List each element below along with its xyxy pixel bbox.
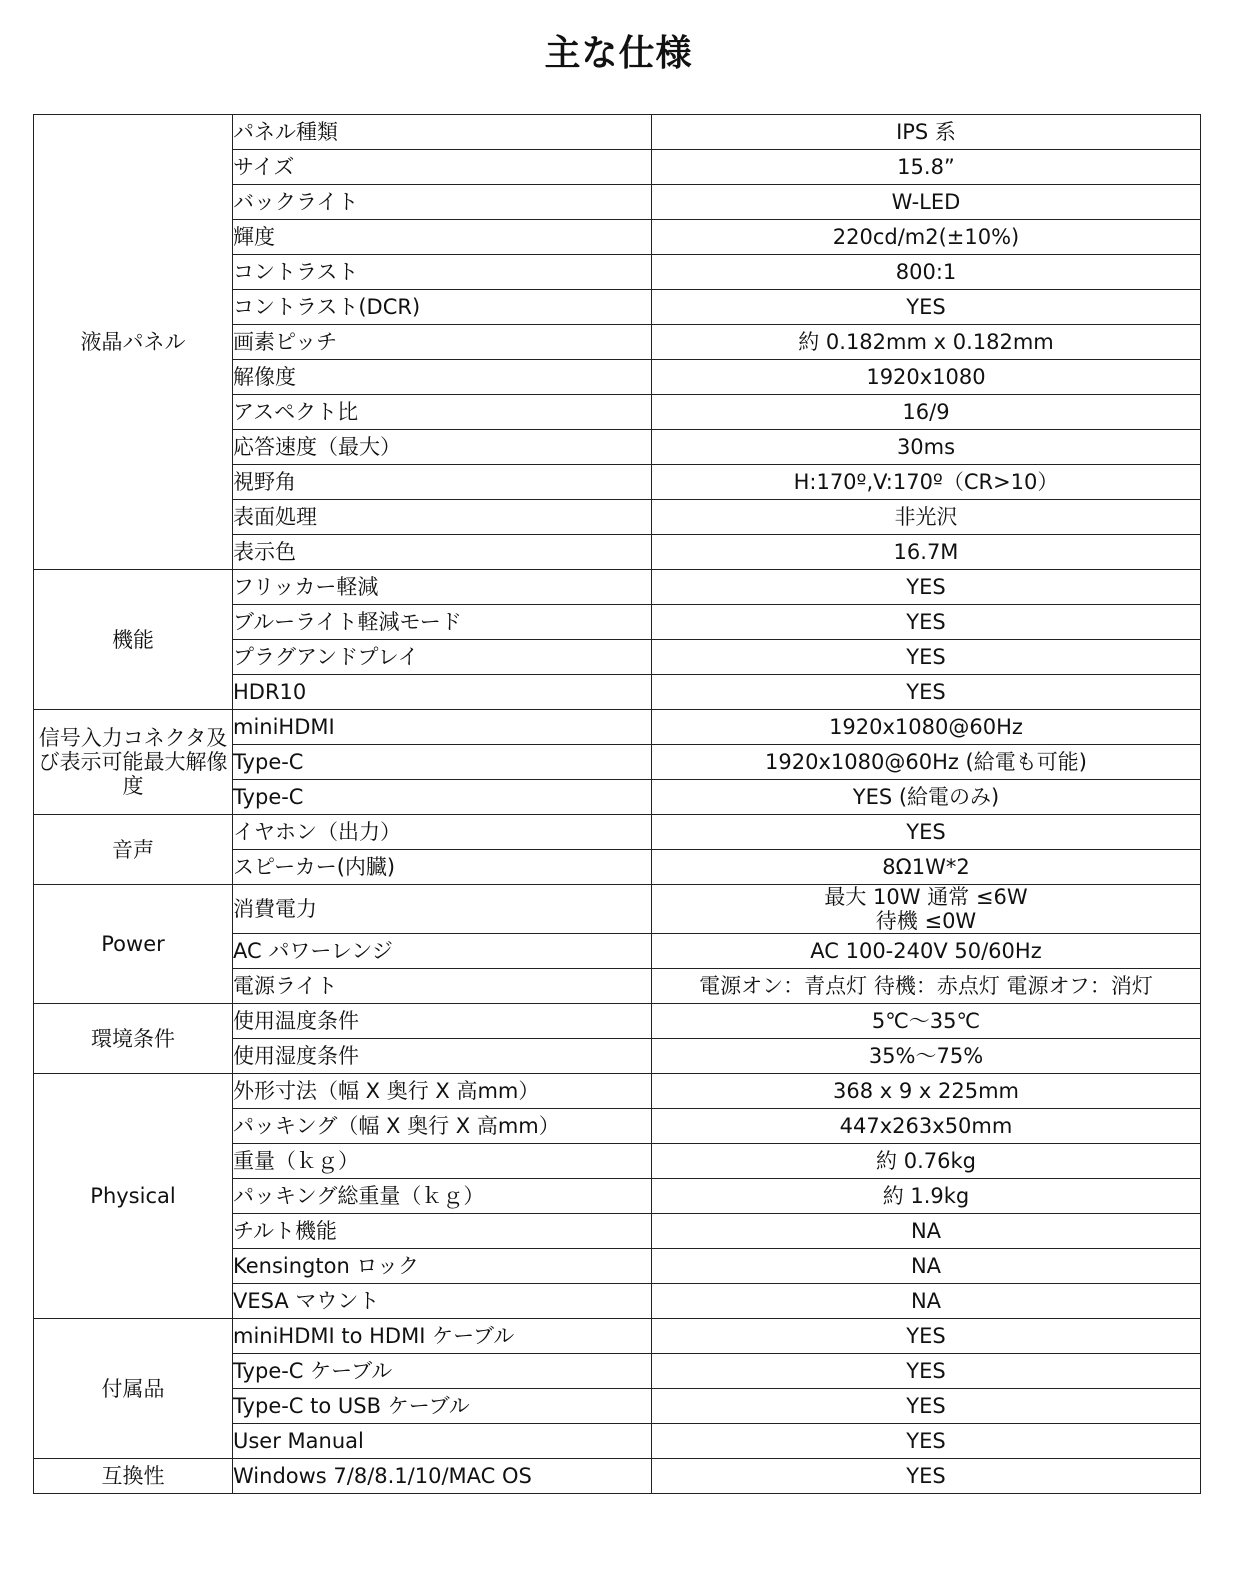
spec-value: 5℃～35℃ bbox=[652, 1004, 1201, 1039]
spec-value: NA bbox=[652, 1284, 1201, 1319]
spec-value: 800:1 bbox=[652, 255, 1201, 290]
spec-label: 視野角 bbox=[233, 465, 652, 500]
spec-label: コントラスト bbox=[233, 255, 652, 290]
spec-value: NA bbox=[652, 1249, 1201, 1284]
spec-value: YES bbox=[652, 1459, 1201, 1494]
spec-value: YES bbox=[652, 290, 1201, 325]
spec-label: サイズ bbox=[233, 150, 652, 185]
spec-label: miniHDMI bbox=[233, 710, 652, 745]
spec-label: Windows 7/8/8.1/10/MAC OS bbox=[233, 1459, 652, 1494]
spec-value: H:170º,V:170º（CR>10） bbox=[652, 465, 1201, 500]
group-label: Power bbox=[34, 885, 233, 1004]
spec-value: 1920x1080 bbox=[652, 360, 1201, 395]
group-label: 機能 bbox=[34, 570, 233, 710]
spec-table-body bbox=[34, 115, 1201, 1494]
spec-value: YES bbox=[652, 815, 1201, 850]
spec-label: イヤホン（出力） bbox=[233, 815, 652, 850]
spec-label: パッキング総重量（ｋｇ） bbox=[233, 1179, 652, 1214]
spec-label: チルト機能 bbox=[233, 1214, 652, 1249]
spec-value: W-LED bbox=[652, 185, 1201, 220]
spec-value: YES bbox=[652, 675, 1201, 710]
spec-label: パッキング（幅 X 奥行 X 高mm） bbox=[233, 1109, 652, 1144]
spec-label: スピーカー(内臓) bbox=[233, 850, 652, 885]
spec-value-line: 最大 10W 通常 ≤6W bbox=[824, 885, 1028, 909]
spec-value: NA bbox=[652, 1214, 1201, 1249]
spec-value: 非光沢 bbox=[652, 500, 1201, 535]
spec-value: 220cd/m2(±10%) bbox=[652, 220, 1201, 255]
table-row bbox=[34, 1459, 1201, 1494]
spec-label: 外形寸法（幅 X 奥行 X 高mm） bbox=[233, 1074, 652, 1109]
table-row bbox=[34, 115, 1201, 150]
spec-value: YES bbox=[652, 640, 1201, 675]
spec-label: フリッカー軽減 bbox=[233, 570, 652, 605]
table-row bbox=[34, 570, 1201, 605]
spec-label: 解像度 bbox=[233, 360, 652, 395]
spec-value: 368 x 9 x 225mm bbox=[652, 1074, 1201, 1109]
group-label: 環境条件 bbox=[34, 1004, 233, 1074]
spec-value: YES bbox=[652, 1389, 1201, 1424]
spec-value: 約 0.182mm x 0.182mm bbox=[652, 325, 1201, 360]
spec-value: 30ms bbox=[652, 430, 1201, 465]
spec-value: 約 0.76kg bbox=[652, 1144, 1201, 1179]
spec-value-line: 待機 ≤0W bbox=[875, 909, 977, 933]
spec-label: 使用湿度条件 bbox=[233, 1039, 652, 1074]
spec-label: VESA マウント bbox=[233, 1284, 652, 1319]
spec-value: YES bbox=[652, 1319, 1201, 1354]
table-row bbox=[34, 885, 1201, 934]
spec-value: 1920x1080@60Hz (給電も可能) bbox=[652, 745, 1201, 780]
spec-value: 16/9 bbox=[652, 395, 1201, 430]
spec-label: Kensington ロック bbox=[233, 1249, 652, 1284]
spec-label: Type-C bbox=[233, 745, 652, 780]
group-label: 互換性 bbox=[34, 1459, 233, 1494]
group-label: 音声 bbox=[34, 815, 233, 885]
spec-value: IPS 系 bbox=[652, 115, 1201, 150]
spec-label: バックライト bbox=[233, 185, 652, 220]
group-label: Physical bbox=[34, 1074, 233, 1319]
spec-label: 表面処理 bbox=[233, 500, 652, 535]
group-label: 信号入力コネクタ及び表示可能最大解像度 bbox=[34, 710, 233, 815]
spec-label: Type-C ケーブル bbox=[233, 1354, 652, 1389]
spec-label: Type-C to USB ケーブル bbox=[233, 1389, 652, 1424]
group-label: 液晶パネル bbox=[34, 115, 233, 570]
spec-label: miniHDMI to HDMI ケーブル bbox=[233, 1319, 652, 1354]
spec-label: 使用温度条件 bbox=[233, 1004, 652, 1039]
spec-value: YES bbox=[652, 570, 1201, 605]
table-row bbox=[34, 815, 1201, 850]
spec-value: 約 1.9kg bbox=[652, 1179, 1201, 1214]
spec-label: User Manual bbox=[233, 1424, 652, 1459]
spec-value: YES bbox=[652, 1424, 1201, 1459]
spec-label: アスペクト比 bbox=[233, 395, 652, 430]
spec-label: 表示色 bbox=[233, 535, 652, 570]
spec-value: 15.8” bbox=[652, 150, 1201, 185]
spec-table bbox=[33, 114, 1201, 1494]
spec-value: YES (給電のみ) bbox=[652, 780, 1201, 815]
spec-value: 35%～75% bbox=[652, 1039, 1201, 1074]
spec-label: AC パワーレンジ bbox=[233, 934, 652, 969]
spec-label: 重量（ｋｇ） bbox=[233, 1144, 652, 1179]
page-title: 主な仕様 bbox=[544, 33, 693, 74]
spec-label: 輝度 bbox=[233, 220, 652, 255]
spec-value: 8Ω1W*2 bbox=[652, 850, 1201, 885]
spec-value: 電源オン：青点灯 待機：赤点灯 電源オフ：消灯 bbox=[652, 969, 1201, 1004]
spec-label: プラグアンドプレイ bbox=[233, 640, 652, 675]
table-row bbox=[34, 1004, 1201, 1039]
spec-value: 1920x1080@60Hz bbox=[652, 710, 1201, 745]
table-row bbox=[34, 1074, 1201, 1109]
spec-label: 応答速度（最大） bbox=[233, 430, 652, 465]
spec-label: 電源ライト bbox=[233, 969, 652, 1004]
spec-value bbox=[652, 885, 1201, 934]
spec-value: YES bbox=[652, 605, 1201, 640]
spec-label: 消費電力 bbox=[233, 885, 652, 934]
table-row bbox=[34, 1319, 1201, 1354]
group-label: 付属品 bbox=[34, 1319, 233, 1459]
spec-value: AC 100-240V 50/60Hz bbox=[652, 934, 1201, 969]
spec-label: コントラスト(DCR) bbox=[233, 290, 652, 325]
spec-label: Type-C bbox=[233, 780, 652, 815]
spec-label: HDR10 bbox=[233, 675, 652, 710]
spec-value: YES bbox=[652, 1354, 1201, 1389]
spec-label: 画素ピッチ bbox=[233, 325, 652, 360]
table-row bbox=[34, 710, 1201, 745]
spec-label: ブルーライト軽減モード bbox=[233, 605, 652, 640]
spec-value: 447x263x50mm bbox=[652, 1109, 1201, 1144]
spec-label: パネル種類 bbox=[233, 115, 652, 150]
spec-value: 16.7M bbox=[652, 535, 1201, 570]
